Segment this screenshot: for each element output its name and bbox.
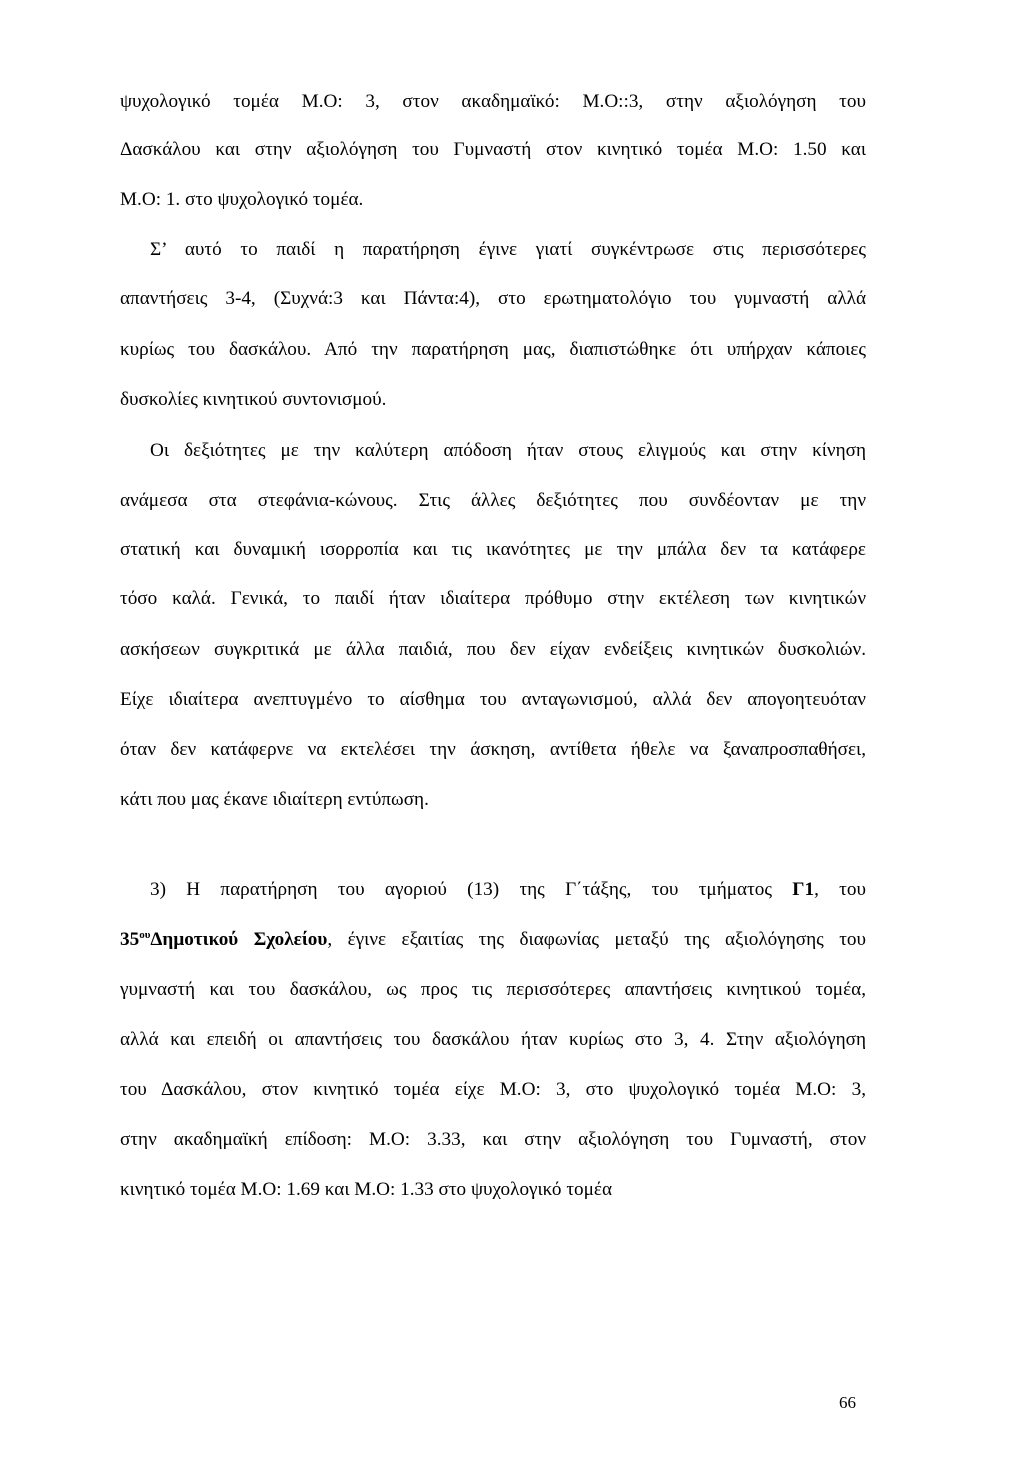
text-line: Μ.Ο: 1. στο ψυχολογικό τομέα.	[120, 189, 364, 210]
text-line: κάτι που μας έκανε ιδιαίτερη εντύπωση.	[120, 789, 429, 810]
text-line: κυρίως του δασκάλου. Από την παρατήρηση μας, διαπιστώθηκε ότι υπήρχαν κάποιες	[120, 339, 866, 360]
text-line: Είχε ιδιαίτερα ανεπτυγμένο το αίσθημα του ανταγωνισμού, αλλά δεν απογοητευόταν	[120, 689, 866, 710]
text-line: ανάμεσα στα στεφάνια-κώνους. Στις άλλες δεξιότητες που συνδέονταν με την	[120, 490, 866, 511]
section-intro-tail: , του	[814, 879, 866, 900]
section-heading-line	[150, 876, 866, 904]
school-number: 35	[120, 929, 140, 950]
text-line: ασκήσεων συγκριτικά με άλλα παιδιά, που δεν είχαν ενδείξεις κινητικών δυσκολιών.	[120, 639, 866, 660]
class-code: Γ1	[792, 879, 815, 900]
school-name: Δημοτικού Σχολείου	[150, 929, 328, 950]
page-number: 66	[839, 1393, 856, 1412]
text-line: αλλά και επειδή οι απαντήσεις του δασκάλου ήταν κυρίως στο 3, 4. Στην αξιολόγηση	[120, 1029, 866, 1050]
text-line: απαντήσεις 3-4, (Συχνά:3 και Πάντα:4), στο ερωτηματολόγιο του γυμναστή αλλά	[120, 288, 866, 309]
text-line: κινητικό τομέα Μ.Ο: 1.69 και Μ.Ο: 1.33 στο ψυχολογικό τομέα	[120, 1179, 613, 1200]
text-line: Σ’ αυτό το παιδί η παρατήρηση έγινε γιατί συγκέντρωσε στις περισσότερες	[150, 239, 866, 260]
text-line: Δασκάλου και στην αξιολόγηση του Γυμναστή στον κινητικό τομέα Μ.Ο: 1.50 και	[120, 139, 866, 160]
text-line: όταν δεν κατάφερνε να εκτελέσει την άσκηση, αντίθετα ήθελε να ξαναπροσπαθήσει,	[120, 739, 866, 760]
school-ordinal-suffix: ου	[139, 929, 151, 941]
section-intro-text: 3) Η παρατήρηση του αγοριού (13) της Γ΄τάξης, του τμήματος	[150, 879, 772, 900]
school-line-tail: , έγινε εξαιτίας της διαφωνίας μεταξύ της αξιολόγησης του	[327, 929, 867, 950]
text-line: τόσο καλά. Γενικά, το παιδί ήταν ιδιαίτερα πρόθυμο στην εκτέλεση των κινητικών	[120, 588, 866, 609]
text-line: ψυχολογικό τομέα Μ.Ο: 3, στον ακαδημαϊκό: Μ.Ο::3, στην αξιολόγηση του	[120, 91, 866, 112]
school-line	[120, 926, 866, 954]
text-line: του Δασκάλου, στον κινητικό τομέα είχε Μ.Ο: 3, στο ψυχολογικό τομέα Μ.Ο: 3,	[120, 1079, 866, 1100]
text-line: Οι δεξιότητες με την καλύτερη απόδοση ήταν στους ελιγμούς και στην κίνηση	[150, 440, 866, 461]
school-ordinal	[120, 929, 327, 950]
text-line: στην ακαδημαϊκή επίδοση: Μ.Ο: 3.33, και στην αξιολόγηση του Γυμναστή, στον	[120, 1129, 866, 1150]
text-line: γυμναστή και του δασκάλου, ως προς τις περισσότερες απαντήσεις κινητικού τομέα,	[120, 979, 866, 1000]
text-line: στατική και δυναμική ισορροπία και τις ικανότητες με την μπάλα δεν τα κατάφερε	[120, 539, 866, 560]
text-line: δυσκολίες κινητικού συντονισμού.	[120, 389, 387, 410]
